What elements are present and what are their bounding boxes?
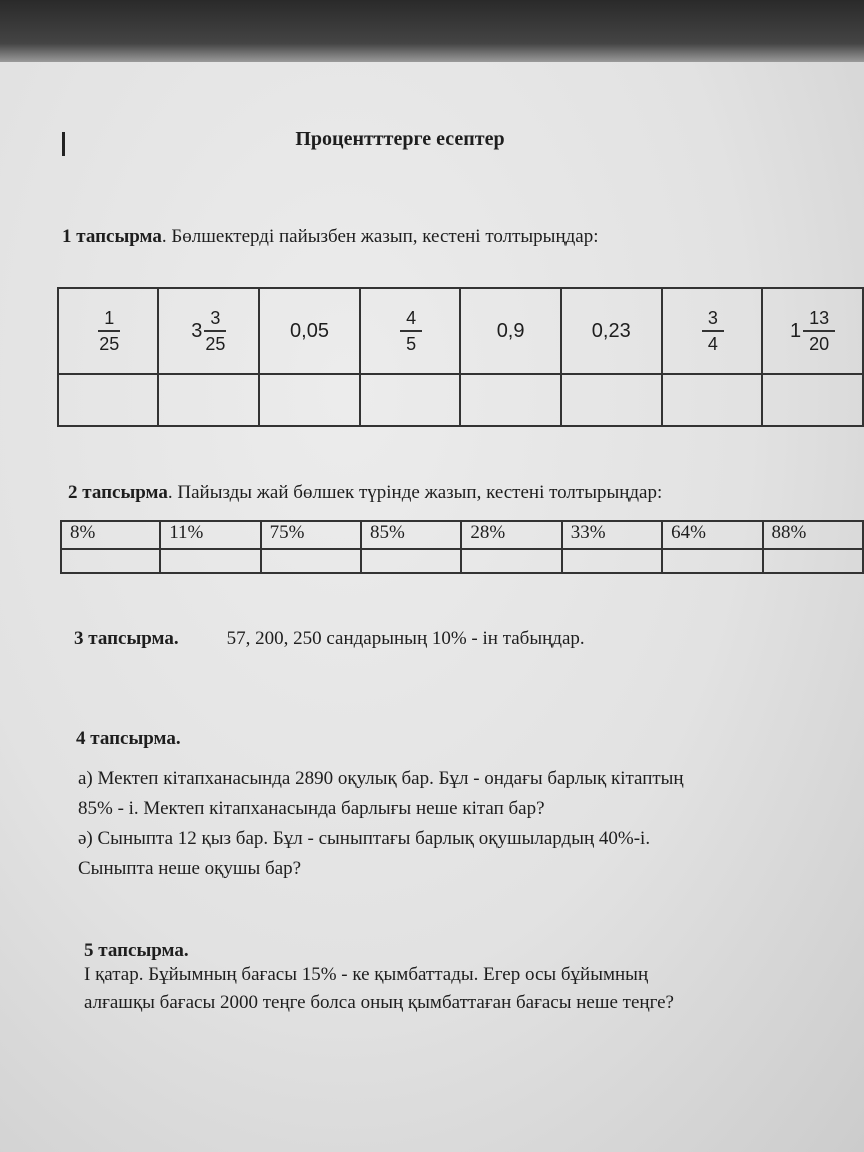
task1-text: . Бөлшектерді пайызбен жазып, кестені толтырыңдар: bbox=[161, 226, 599, 247]
page-title: Процентттерге есептер bbox=[295, 128, 505, 150]
answer-cell bbox=[158, 374, 259, 426]
task2-cell: 8% bbox=[61, 521, 160, 549]
task3-label: 3 тапсырма. bbox=[74, 628, 179, 649]
task1-heading bbox=[62, 226, 599, 248]
task3-heading bbox=[74, 628, 585, 650]
answer-cell bbox=[361, 549, 461, 573]
task1-cell: 1 $\frac{13}{20}$ bbox=[762, 288, 863, 374]
task4-line: ә) Сыныпта 12 қыз бар. Бұл - сыныптағы барлық оқушылардың 40%-і. bbox=[78, 828, 651, 849]
task3-text: 57, 200, 250 сандарының 10% - ін табыңдар. bbox=[226, 628, 585, 649]
task2-cell: 88% bbox=[763, 521, 863, 549]
task1-label: 1 тапсырма bbox=[62, 226, 162, 247]
task1-cell: $\frac{1}{25}$ bbox=[58, 288, 158, 374]
answer-cell bbox=[160, 549, 260, 573]
monitor-bezel bbox=[0, 0, 864, 62]
answer-cell bbox=[662, 374, 762, 426]
task4-line: 85% - і. Мектеп кітапханасында барлығы неше кітап бар? bbox=[78, 798, 545, 819]
task1-table bbox=[57, 287, 864, 427]
task2-cell: 33% bbox=[562, 521, 662, 549]
task2-cell: 11% bbox=[160, 521, 260, 549]
task5-label: 5 тапсырма. bbox=[84, 940, 189, 961]
task1-cell: 3 $\frac{3}{25}$ bbox=[158, 288, 259, 374]
task4-label: 4 тапсырма. bbox=[76, 728, 181, 749]
answer-cell bbox=[763, 549, 863, 573]
answer-cell bbox=[562, 549, 662, 573]
answer-cell bbox=[762, 374, 863, 426]
answer-cell bbox=[61, 549, 160, 573]
task2-values-row bbox=[61, 521, 863, 549]
task1-cell: 0,9 bbox=[460, 288, 561, 374]
task1-values-row bbox=[58, 288, 863, 374]
task2-label: 2 тапсырма bbox=[68, 482, 168, 503]
answer-cell bbox=[58, 374, 158, 426]
task2-table bbox=[60, 520, 864, 574]
task4-line: а) Мектеп кітапханасында 2890 оқулық бар. Бұл - ондағы барлық кітаптың bbox=[78, 768, 684, 789]
task2-answer-row bbox=[61, 549, 863, 573]
answer-cell bbox=[261, 549, 361, 573]
task5-line: I қатар. Бұйымның бағасы 15% - ке қымбаттады. Егер осы бұйымның bbox=[84, 964, 649, 985]
answer-cell bbox=[360, 374, 460, 426]
answer-cell bbox=[561, 374, 662, 426]
task4-line: Сыныпта неше оқушы бар? bbox=[78, 858, 302, 879]
task2-heading bbox=[68, 482, 662, 504]
task1-cell: $\frac{3}{4}$ bbox=[662, 288, 762, 374]
answer-cell bbox=[460, 374, 561, 426]
task5-line: алғашқы бағасы 2000 теңге болса оның қымбаттаған бағасы неше теңге? bbox=[84, 992, 674, 1013]
answer-cell bbox=[461, 549, 561, 573]
task2-cell: 28% bbox=[461, 521, 561, 549]
task1-answer-row bbox=[58, 374, 863, 426]
answer-cell bbox=[662, 549, 762, 573]
answer-cell bbox=[259, 374, 360, 426]
task2-cell: 75% bbox=[261, 521, 361, 549]
task2-cell: 64% bbox=[662, 521, 762, 549]
task1-cell: $\frac{4}{5}$ bbox=[360, 288, 460, 374]
task1-cell: 0,23 bbox=[561, 288, 662, 374]
task2-text: . Пайызды жай бөлшек түрінде жазып, кестені толтырыңдар: bbox=[167, 482, 663, 503]
task1-cell: 0,05 bbox=[259, 288, 360, 374]
task2-cell: 85% bbox=[361, 521, 461, 549]
